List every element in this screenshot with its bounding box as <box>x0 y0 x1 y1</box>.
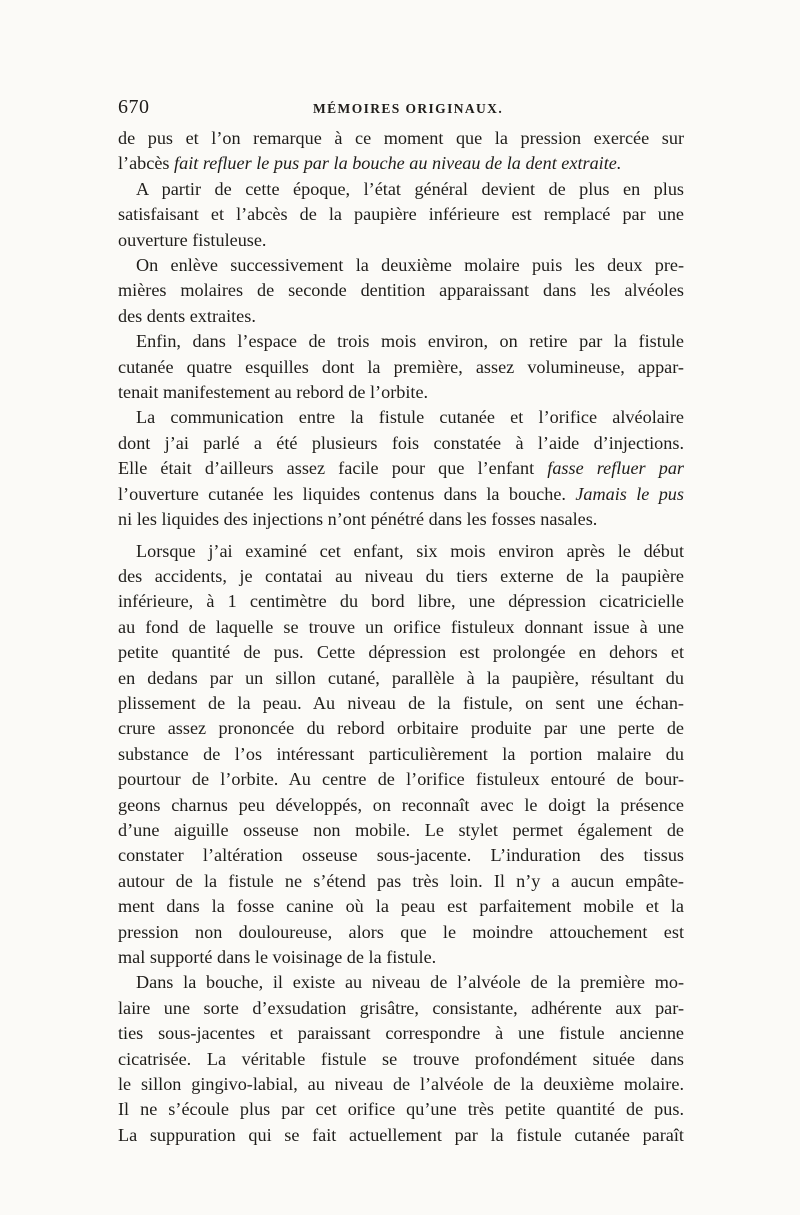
text-line: ment dans la fosse canine où la peau est parfaitement mobile et la <box>118 896 684 917</box>
text-line: satisfaisant et l’abcès de la paupière inférieure est remplacé par une <box>118 204 684 225</box>
paragraph-5 <box>118 405 684 532</box>
text-line: des accidents, je contatai au niveau du tiers externe de la paupière <box>118 565 684 586</box>
text-line: ouverture fistuleuse. <box>118 229 267 250</box>
text-line: A partir de cette époque, l’état général devient de plus en plus <box>136 178 684 199</box>
text-line: de pus et l’on remarque à ce moment que la pression exercée sur <box>118 128 684 148</box>
page-header <box>118 96 684 126</box>
text-line: cutanée quatre esquilles dont la première, assez volumineuse, appar- <box>118 356 684 377</box>
text-line: pression non douloureuse, alors que le moindre attouchement est <box>118 921 684 942</box>
text-line: On enlève successivement la deuxième molaire puis les deux pre- <box>136 255 684 276</box>
page-number: 670 <box>118 96 150 118</box>
text-line: La communication entre la fistule cutanée et l’orifice alvéolaire <box>136 407 684 428</box>
text-line: cicatrisée. La véritable fistule se trouve profondément située dans <box>118 1048 684 1069</box>
paragraph-4 <box>118 329 684 405</box>
text-line: geons charnus peu développés, on reconnaît avec le doigt la présence <box>118 794 684 815</box>
text-line: plissement de la peau. Au niveau de la fistule, on sent une échan- <box>118 692 684 713</box>
text-line: tenait manifestement au rebord de l’orbite. <box>118 382 429 403</box>
text-line: des dents extraites. <box>118 305 256 326</box>
text-line: pourtour de l’orbite. Au centre de l’orifice fistuleux entouré de bour- <box>118 769 684 790</box>
text-line: l’ouverture cutanée les liquides contenus dans la bouche. Jamais le pus <box>118 483 684 504</box>
running-head: MÉMOIRES ORIGINAUX. <box>313 101 504 116</box>
paragraph-6 <box>118 539 684 971</box>
text-line: Elle était d’ailleurs assez facile pour que l’enfant fasse refluer par <box>118 458 684 479</box>
paragraph-2 <box>118 177 684 253</box>
text-line: au fond de laquelle se trouve un orifice fistuleux donnant issue à une <box>118 616 684 637</box>
text-line: constater l’altération osseuse sous-jacente. L’induration des tissus <box>118 845 684 866</box>
text-line: ni les liquides des injections n’ont pénétré dans les fosses nasales. <box>118 509 598 530</box>
text-line: inférieure, à 1 centimètre du bord libre, une dépression cicatricielle <box>118 591 684 612</box>
text-line: Enfin, dans l’espace de trois mois environ, on retire par la fistule <box>136 331 684 352</box>
paragraph-1 <box>118 126 684 177</box>
paragraph-3 <box>118 253 684 329</box>
text-line: Lorsque j’ai examiné cet enfant, six mois environ après le début <box>136 540 684 561</box>
text-line: crure assez prononcée du rebord orbitaire produite par une perte de <box>118 718 684 739</box>
text-line: autour de la fistule ne s’étend pas très loin. Il n’y a aucun empâte- <box>118 870 684 891</box>
text-line: l’abcès fait refluer le pus par la bouche au niveau de la dent extraite. <box>118 153 622 174</box>
text-line: d’une aiguille osseuse non mobile. Le stylet permet également de <box>118 819 684 840</box>
text-line: petite quantité de pus. Cette dépression est prolongée en dehors et <box>118 642 684 663</box>
text-line: Dans la bouche, il existe au niveau de l’alvéole de la première mo- <box>136 972 684 993</box>
text-line: ties sous-jacentes et paraissant correspondre à une fistule ancienne <box>118 1023 684 1044</box>
text-line: mières molaires de seconde dentition apparaissant dans les alvéoles <box>118 280 684 301</box>
text-line: Il ne s’écoule plus par cet orifice qu’une très petite quantité de pus. <box>118 1099 684 1120</box>
text-line: le sillon gingivo-labial, au niveau de l’alvéole de la deuxième molaire. <box>118 1074 684 1095</box>
paragraph-7 <box>118 970 684 1148</box>
text-line: substance de l’os intéressant particulièrement la portion malaire du <box>118 743 684 764</box>
text-line: La suppuration qui se fait actuellement par la fistule cutanée paraît <box>118 1124 684 1145</box>
body-text <box>118 126 684 1148</box>
text-line: dont j’ai parlé a été plusieurs fois constatée à l’aide d’injections. <box>118 432 684 453</box>
text-line: mal supporté dans le voisinage de la fistule. <box>118 947 437 967</box>
book-page <box>118 96 684 1148</box>
text-line: laire une sorte d’exsudation grisâtre, consistante, adhérente aux par- <box>118 997 684 1018</box>
text-line: en dedans par un sillon cutané, parallèle à la paupière, résultant du <box>118 667 684 688</box>
